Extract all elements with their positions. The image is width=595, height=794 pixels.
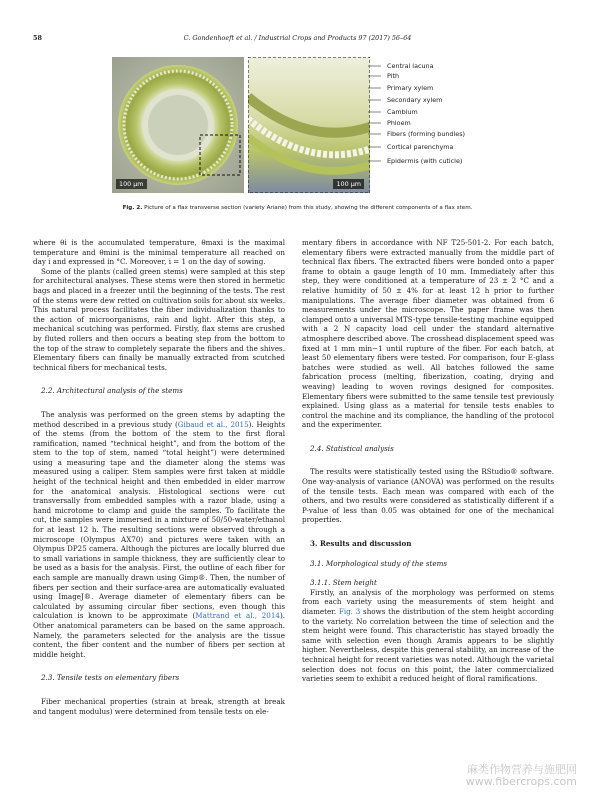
watermark-line-1: 麻类作物营养与施肥网 — [467, 763, 577, 776]
left-column — [33, 238, 285, 716]
section-3-heading: 3. Results and discussion — [310, 539, 412, 549]
page-number: 58 — [33, 34, 42, 42]
label-secondary-xylem: Secondary xylem — [387, 96, 443, 104]
label-leader-lines — [368, 57, 382, 193]
label-fibers: Fibers (forming bundles) — [387, 130, 466, 138]
text-run: shows the distribution of the stem height according to the variety. No correlation between the time of selection and the stem height were found. This characteristic has stayed broadly the same with selection even though Aramis appears to be slightly higher. Nevertheless, despite this general stability, an increase of the technical height for recent varieties was noted. Although the varietal selection does not focus on this point, the later commercialized varieties seem to exhibit a reduced height of floral ramifications. — [302, 607, 554, 684]
stem-cross-section-image — [112, 57, 244, 193]
figure-caption — [33, 205, 562, 211]
label-central-lacuna: Central lacuna — [387, 62, 434, 70]
watermark-line-2: www.fibercrops.com — [465, 775, 577, 788]
text-run: The analysis was performed on the green stems by adapting the method described in a previous study ( — [33, 409, 285, 429]
label-epidermis: Epidermis (with cuticle) — [387, 157, 463, 165]
paragraph-statistics: The results were statistically tested using the RStudio® software. One way-analysis of variance (ANOVA) was performed on the results of the tensile tests. Each mean was compared with each of the others, and two results were considered as statistically different if a P-value of less than 0.05 was obtained for one of the mechanical properties. — [302, 467, 554, 525]
section-3-1-1-heading: 3.1.1. Stem height — [310, 578, 377, 588]
text-run: ). Other anatomical parameters can be based on the same approach. Namely, the parameters selected for the analysis are the tissue content, the fiber content and the number of fibers per section at middle height. — [33, 611, 285, 659]
paragraph-stem-height — [302, 588, 554, 684]
scale-bar-left: 100 μm — [116, 179, 147, 189]
micrograph-detail — [248, 57, 370, 193]
label-phloem: Phloem — [387, 119, 411, 127]
text-run: Firstly, an analysis of the morphology was performed on stems from each variety using the measurements of stem height and diameter. — [302, 587, 554, 616]
paragraph-sampling: Some of the plants (called green stems) were sampled at this step for architectural analyses. These stems were then stored in hermetic bags and placed in a freezer until the beginning of the tests. The rest of the stems were dew retted on cultivation soils for about six weeks. This natural process facilitates the fiber individualization thanks to the action of microorganisms, rain and light. After this step, a mechanical scutching was performed. Firstly, flax stems are crushed by fluted rollers and then occurs a beating step from the bottom to the top of the straw to completely separate the fibers and the shives. Elementary fibers can finally be manually extracted from scutched technical fibers for mechanical tests. — [33, 266, 285, 372]
section-2-4-heading: 2.4. Statistical analysis — [310, 443, 394, 453]
caption-label: Fig. 2. — [122, 205, 143, 211]
stem-detail-image — [248, 57, 370, 193]
paragraph-architecture — [33, 410, 285, 659]
label-primary-xylem: Primary xylem — [387, 84, 434, 92]
figure-2 — [112, 57, 370, 193]
running-header — [33, 34, 562, 44]
figure-3-link[interactable]: Fig. 3 — [338, 607, 361, 616]
text-run: ). Heights of the stems (from the bottom of the stem to the first floral ramification, named “technical height”, and from the bottom of the stem to the top of stem, named “total height”) were determined using a measuring tape and the diameter along the stems was measured using a caliper. Stem samples were first taken at middle height of the technical height and then embedded in elder marrow for the anatomical analysis. Histological sections were cut transversally from embedded samples with a razor blade, using a hand microtome to clamp and guide the samples. To facilitate the cut, the samples were immersed in a mixture of 50/50-water/ethanol for at least 12 h. The resulting sections were observed through a microscope (Olympus AX70) and pictures were taken with an Olympus DP25 camera. Although the pictures are locally blurred due to small variations in sample thickness, they are sufficiently clear to be used as a basis for the analysis. First, the outline of each fiber for each sample are manually drawn using Gimp®. Then, the number of fibers per section and their surface-area are automatically evaluated using ImageJ®. Average diameter of elementary fibers can be calculated by assuming circular fiber sections, even though this calculation is known to be approximate ( — [33, 419, 285, 621]
paragraph-tensile-method: mentary fibers in accordance with NF T25-501-2. For each batch, elementary fibers were extracted manually from the middle part of technical flax fibers. The extracted fibers were bonded onto a paper frame to obtain a gauge length of 10 mm. Immediately after this step, they were conditioned at a temperature of 23 ± 2 °C and a relative humidity of 50 ± 4% for at least 12 h prior to further manipulations. The average fiber diameter was obtained from 6 measurements under the microscope. The paper frame was then clamped onto a universal MTS-type tensile-testing machine equipped with a 2 N capacity load cell under the standard alternative atmosphere described above. The crosshead displacement speed was fixed at 1 mm min−1 until rupture of the fiber. For each batch, at least 50 elementary fibers were tested. For comparison, four E-glass batches were studied as well. All batches followed the same fabrication process (melting, fiberization, coating, drying and weaving) leading to woven rovings designed for composites. Elementary fibers were submitted to the same tensile test previously explained. Using glass as a material for tensile tests enables to control the machine and its compliance, the handling of the protocol and the experimenter. — [302, 238, 554, 430]
paragraph-tensile-intro: Fiber mechanical properties (strain at break, strength at break and tangent modulus) were determined from tensile tests on ele- — [33, 696, 285, 716]
paragraph-temperature: where θi is the accumulated temperature, θmaxi is the maximal temperature and θmini is the minimal temperature all reached on day i and expressed in °C. Moreover, i = 1 on the day of sowing. — [33, 238, 285, 267]
figure-labels — [374, 57, 494, 193]
right-column — [302, 238, 554, 684]
section-3-1-heading: 3.1. Morphological study of the stems — [310, 558, 448, 568]
scale-bar-right: 100 μm — [333, 179, 364, 189]
micrograph-whole-section — [112, 57, 244, 193]
journal-citation: C. Gondenhoeft et al. / Industrial Crops and Products 97 (2017) 56–64 — [183, 34, 412, 42]
section-2-3-heading: 2.3. Tensile tests on elementary fibers — [41, 673, 180, 683]
label-pith: Pith — [387, 72, 400, 80]
citation-link-gibaud[interactable]: Gibaud et al., 2015 — [177, 419, 249, 429]
watermark — [466, 764, 577, 788]
section-2-2-heading: 2.2. Architectural analysis of the stems — [41, 386, 183, 396]
citation-link-mattrand[interactable]: Mattrand et al., 2014 — [195, 611, 280, 621]
label-cambium: Cambium — [387, 108, 418, 116]
label-cortical-parenchyma: Cortical parenchyma — [387, 143, 454, 151]
caption-text: Picture of a flax transverse section (variety Ariane) from this study, showing the different components of a flax stem. — [142, 205, 473, 211]
